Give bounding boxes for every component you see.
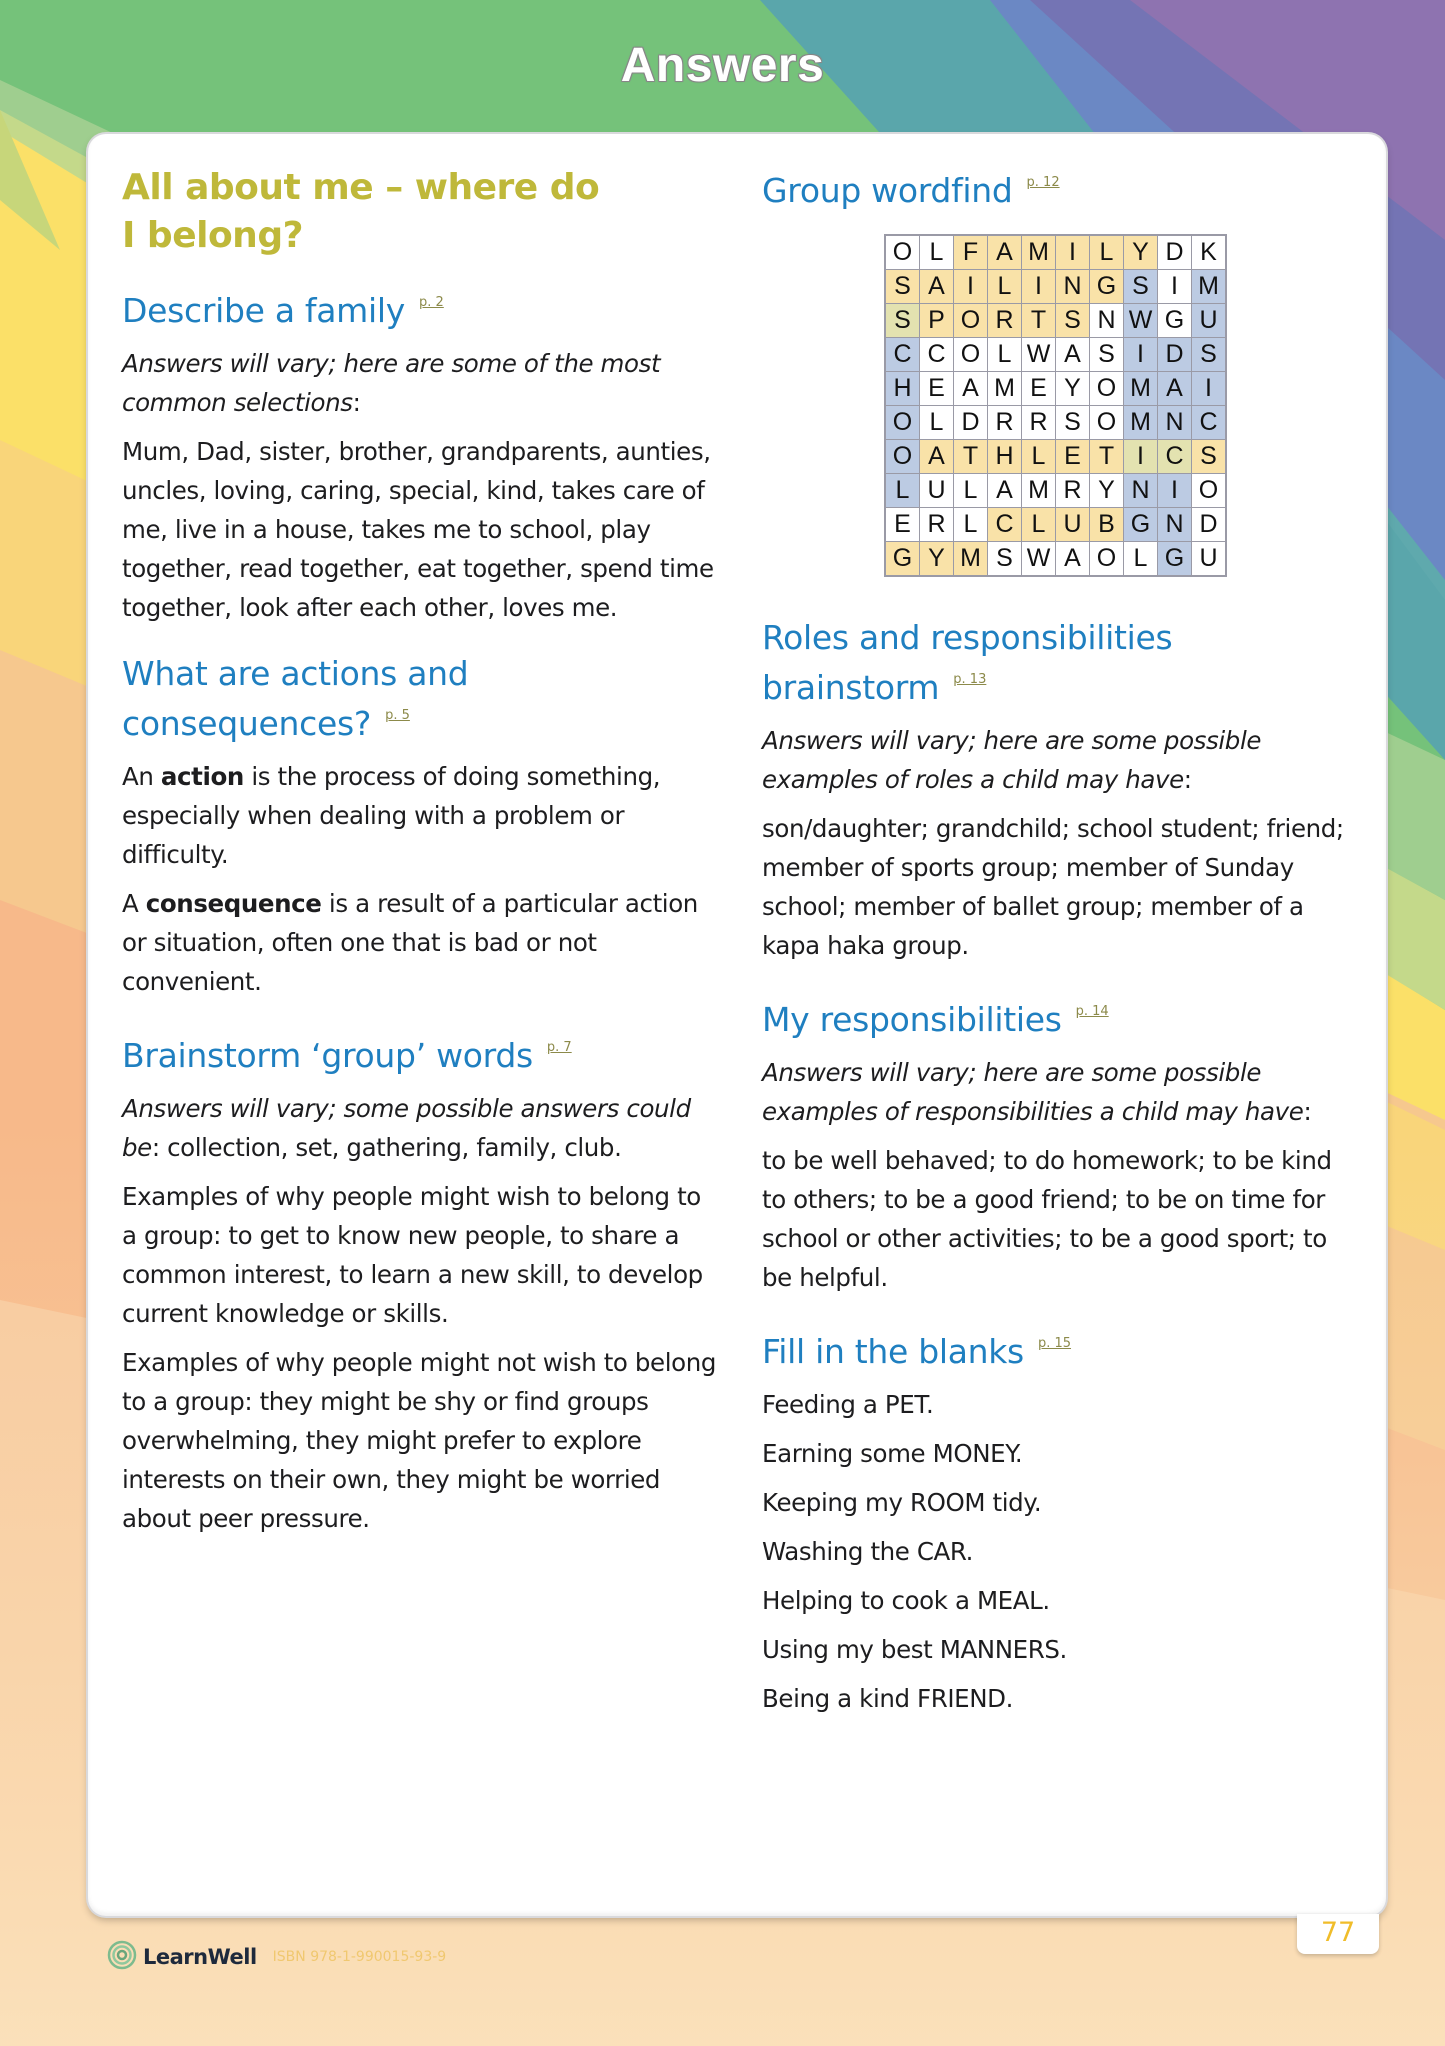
- grid-row: [885, 270, 1226, 304]
- page-ref-link[interactable]: p. 13: [953, 672, 987, 687]
- grid-cell: D: [1158, 235, 1192, 270]
- intro-italic: Answers will vary; some possible answers could be: [122, 1094, 691, 1162]
- grid-cell: L: [954, 474, 988, 508]
- grid-cell: O: [1090, 372, 1124, 406]
- grid-cell: I: [1192, 372, 1227, 406]
- grid-cell: A: [988, 474, 1022, 508]
- chapter-title-line-2: I belong?: [122, 215, 303, 256]
- grid-cell: D: [1158, 338, 1192, 372]
- text-post: is a result of a particular action or situation, often one that is bad or not convenient.: [122, 889, 698, 996]
- grid-cell: D: [1192, 508, 1227, 542]
- section-title: [762, 162, 1362, 212]
- grid-cell: S: [988, 542, 1022, 577]
- grid-cell: A: [1056, 338, 1090, 372]
- grid-cell: N: [1158, 406, 1192, 440]
- grid-row: [885, 235, 1226, 270]
- grid-cell: W: [1022, 338, 1056, 372]
- grid-row: [885, 440, 1226, 474]
- grid-cell: L: [988, 270, 1022, 304]
- grid-cell: A: [954, 372, 988, 406]
- grid-cell: I: [1124, 338, 1158, 372]
- grid-cell: S: [1192, 440, 1227, 474]
- grid-cell: S: [885, 304, 920, 338]
- grid-cell: L: [954, 508, 988, 542]
- grid-cell: U: [1192, 542, 1227, 577]
- grid-cell: L: [1124, 542, 1158, 577]
- page-ref-link[interactable]: p. 5: [385, 708, 410, 723]
- grid-cell: H: [988, 440, 1022, 474]
- bold-term: action: [160, 762, 244, 791]
- grid-cell: L: [920, 235, 954, 270]
- consequence-definition: [122, 884, 722, 1001]
- grid-cell: M: [954, 542, 988, 577]
- grid-cell: S: [885, 270, 920, 304]
- grid-cell: I: [1158, 270, 1192, 304]
- grid-row: [885, 406, 1226, 440]
- grid-cell: C: [1158, 440, 1192, 474]
- section-group-words: [122, 1027, 722, 1538]
- grid-cell: T: [1090, 440, 1124, 474]
- grid-cell: M: [1124, 406, 1158, 440]
- intro-tail: :: [1183, 765, 1192, 794]
- answer-text: Examples of why people might wish to belong to a group: to get to know new people, to share a common interest, to learn a new skill, to develop current knowledge or skills.: [122, 1182, 703, 1328]
- section-title-line-1: What are actions and: [122, 654, 469, 693]
- grid-cell: S: [1192, 338, 1227, 372]
- right-column: [762, 164, 1362, 1744]
- fill-answer: Being a kind FRIEND.: [762, 1684, 1014, 1713]
- page-ref-link[interactable]: p. 12: [1026, 175, 1060, 190]
- grid-row: [885, 508, 1226, 542]
- grid-cell: R: [988, 406, 1022, 440]
- grid-cell: E: [920, 372, 954, 406]
- fill-answer: Helping to cook a MEAL.: [762, 1586, 1050, 1615]
- section-my-responsibilities: [762, 991, 1362, 1297]
- section-title-text: My responsibilities: [762, 1000, 1062, 1039]
- grid-cell: T: [954, 440, 988, 474]
- section-title-text: Brainstorm ‘group’ words: [122, 1036, 533, 1075]
- grid-cell: L: [885, 474, 920, 508]
- intro-italic: Answers will vary; here are some possible examples of roles a child may have: [762, 726, 1262, 794]
- grid-cell: Y: [1090, 474, 1124, 508]
- answer-text: Mum, Dad, sister, brother, grandparents, aunties, uncles, loving, caring, special, kind, takes care of me, live in a house, takes me to school, play together, read together, eat together, spend time together, look after each other, loves me.: [122, 437, 714, 622]
- wordfind-grid: [884, 234, 1227, 577]
- grid-cell: D: [954, 406, 988, 440]
- grid-cell: L: [1022, 440, 1056, 474]
- grid-cell: O: [1192, 474, 1227, 508]
- grid-cell: C: [988, 508, 1022, 542]
- grid-cell: I: [1124, 440, 1158, 474]
- isbn: ISBN 978-1-990015-93-9: [272, 1949, 447, 1965]
- text-pre: A: [122, 889, 146, 918]
- grid-cell: G: [1090, 270, 1124, 304]
- section-title: [122, 1027, 722, 1077]
- chapter-title: [122, 164, 722, 260]
- grid-cell: A: [1056, 542, 1090, 577]
- footer: [107, 1940, 446, 1974]
- grid-cell: S: [1124, 270, 1158, 304]
- grid-cell: G: [1158, 304, 1192, 338]
- grid-cell: E: [885, 508, 920, 542]
- grid-row: [885, 304, 1226, 338]
- grid-cell: R: [988, 304, 1022, 338]
- grid-row: [885, 338, 1226, 372]
- grid-cell: W: [1022, 542, 1056, 577]
- intro-italic: Answers will vary; here are some of the most common selections: [122, 349, 661, 417]
- section-title: [762, 991, 1362, 1041]
- text-post: is the process of doing something, especially when dealing with a problem or difficulty.: [122, 762, 661, 869]
- grid-cell: N: [1124, 474, 1158, 508]
- grid-cell: I: [1022, 270, 1056, 304]
- intro-tail: :: [1303, 1097, 1312, 1126]
- grid-cell: Y: [1124, 235, 1158, 270]
- grid-cell: S: [1056, 406, 1090, 440]
- grid-cell: L: [988, 338, 1022, 372]
- section-title-line-2: brainstorm: [762, 668, 940, 707]
- page-ref-link[interactable]: p. 15: [1037, 1336, 1072, 1351]
- section-title: [122, 653, 722, 745]
- section-title: [122, 282, 722, 332]
- grid-cell: G: [1158, 542, 1192, 577]
- answer-text: Examples of why people might not wish to belong to a group: they might be shy or find groups overwhelming, they might prefer to explore interests on their own, they might be worried about peer pressure.: [122, 1348, 716, 1533]
- grid-cell: T: [1022, 304, 1056, 338]
- grid-cell: B: [1090, 508, 1124, 542]
- grid-cell: W: [1124, 304, 1158, 338]
- grid-cell: S: [1056, 304, 1090, 338]
- grid-cell: I: [1158, 474, 1192, 508]
- intro-text: [762, 1053, 1362, 1131]
- intro-tail: :: [352, 388, 361, 417]
- fill-answer: Using my best MANNERS.: [762, 1635, 1067, 1664]
- grid-cell: R: [920, 508, 954, 542]
- section-title-text: Describe a family: [122, 291, 405, 330]
- publisher-name: LearnWell: [143, 1945, 257, 1969]
- section-roles: [762, 617, 1362, 965]
- grid-cell: S: [1090, 338, 1124, 372]
- grid-cell: C: [885, 338, 920, 372]
- grid-cell: N: [1158, 508, 1192, 542]
- section-fill-blanks: [762, 1323, 1362, 1718]
- learnwell-logo-icon: [107, 1940, 137, 1974]
- grid-cell: P: [920, 304, 954, 338]
- page-title: Answers: [620, 39, 825, 92]
- grid-cell: U: [920, 474, 954, 508]
- section-title-text: Fill in the blanks: [762, 1332, 1024, 1371]
- grid-cell: E: [1056, 440, 1090, 474]
- grid-cell: Y: [920, 542, 954, 577]
- fill-answer: Earning some MONEY.: [762, 1439, 1023, 1468]
- grid-cell: U: [1056, 508, 1090, 542]
- fill-answer: Washing the CAR.: [762, 1537, 974, 1566]
- section-group-wordfind: [762, 162, 1362, 577]
- grid-row: [885, 372, 1226, 406]
- grid-cell: C: [1192, 406, 1227, 440]
- grid-cell: C: [920, 338, 954, 372]
- answer-text: to be well behaved; to do homework; to be kind to others; to be a good friend; to be on time for school or other activities; to be a good sport; to be helpful.: [762, 1146, 1332, 1292]
- fill-answer: Keeping my ROOM tidy.: [762, 1488, 1042, 1517]
- page-ref-link[interactable]: p. 2: [419, 295, 444, 310]
- grid-cell: A: [920, 270, 954, 304]
- section-title-line-2: consequences?: [122, 704, 372, 743]
- grid-cell: G: [1124, 508, 1158, 542]
- answers-card: [88, 134, 1386, 1916]
- intro-text: [762, 721, 1362, 799]
- grid-cell: R: [1056, 474, 1090, 508]
- grid-cell: O: [954, 338, 988, 372]
- grid-cell: O: [1090, 542, 1124, 577]
- grid-cell: I: [1056, 235, 1090, 270]
- grid-cell: O: [885, 235, 920, 270]
- grid-cell: M: [1022, 235, 1056, 270]
- grid-cell: M: [1192, 270, 1227, 304]
- grid-cell: H: [885, 372, 920, 406]
- intro-text: [122, 344, 722, 422]
- grid-cell: L: [1022, 508, 1056, 542]
- grid-cell: M: [1022, 474, 1056, 508]
- grid-cell: O: [885, 440, 920, 474]
- grid-cell: N: [1056, 270, 1090, 304]
- grid-cell: L: [920, 406, 954, 440]
- section-actions-consequences: [122, 653, 722, 1001]
- section-title-line-1: Roles and responsibilities: [762, 618, 1173, 657]
- page-number: 77: [1297, 1914, 1379, 1954]
- intro-italic: Answers will vary; here are some possible examples of responsibilities a child may have: [762, 1058, 1304, 1126]
- grid-row: [885, 542, 1226, 577]
- left-column: [122, 164, 722, 1564]
- section-title: [762, 1323, 1362, 1373]
- grid-cell: Y: [1056, 372, 1090, 406]
- intro-text: [122, 1089, 722, 1167]
- grid-cell: A: [1158, 372, 1192, 406]
- grid-cell: R: [1022, 406, 1056, 440]
- page-ref-link[interactable]: p. 14: [1075, 1004, 1109, 1019]
- grid-cell: M: [988, 372, 1022, 406]
- grid-row: [885, 474, 1226, 508]
- grid-cell: M: [1124, 372, 1158, 406]
- intro-tail: : collection, set, gathering, family, club.: [151, 1133, 622, 1162]
- grid-cell: A: [920, 440, 954, 474]
- chapter-title-line-1: All about me – where do: [122, 167, 600, 208]
- grid-cell: U: [1192, 304, 1227, 338]
- grid-cell: K: [1192, 235, 1227, 270]
- grid-cell: N: [1090, 304, 1124, 338]
- text-pre: An: [122, 762, 161, 791]
- grid-cell: A: [988, 235, 1022, 270]
- fill-answer: Feeding a PET.: [762, 1390, 934, 1419]
- grid-cell: E: [1022, 372, 1056, 406]
- answer-text: son/daughter; grandchild; school student; friend; member of sports group; member of Sunday school; member of ballet group; member of a kapa haka group.: [762, 814, 1344, 960]
- grid-cell: G: [885, 542, 920, 577]
- grid-cell: F: [954, 235, 988, 270]
- section-title-text: Group wordfind: [762, 171, 1013, 210]
- grid-cell: L: [1090, 235, 1124, 270]
- grid-cell: O: [885, 406, 920, 440]
- action-definition: [122, 757, 722, 874]
- section-title: [762, 617, 1362, 709]
- page-ref-link[interactable]: p. 7: [546, 1040, 572, 1055]
- grid-cell: O: [1090, 406, 1124, 440]
- grid-cell: O: [954, 304, 988, 338]
- section-describe-family: [122, 282, 722, 627]
- grid-cell: I: [954, 270, 988, 304]
- bold-term: consequence: [145, 889, 322, 918]
